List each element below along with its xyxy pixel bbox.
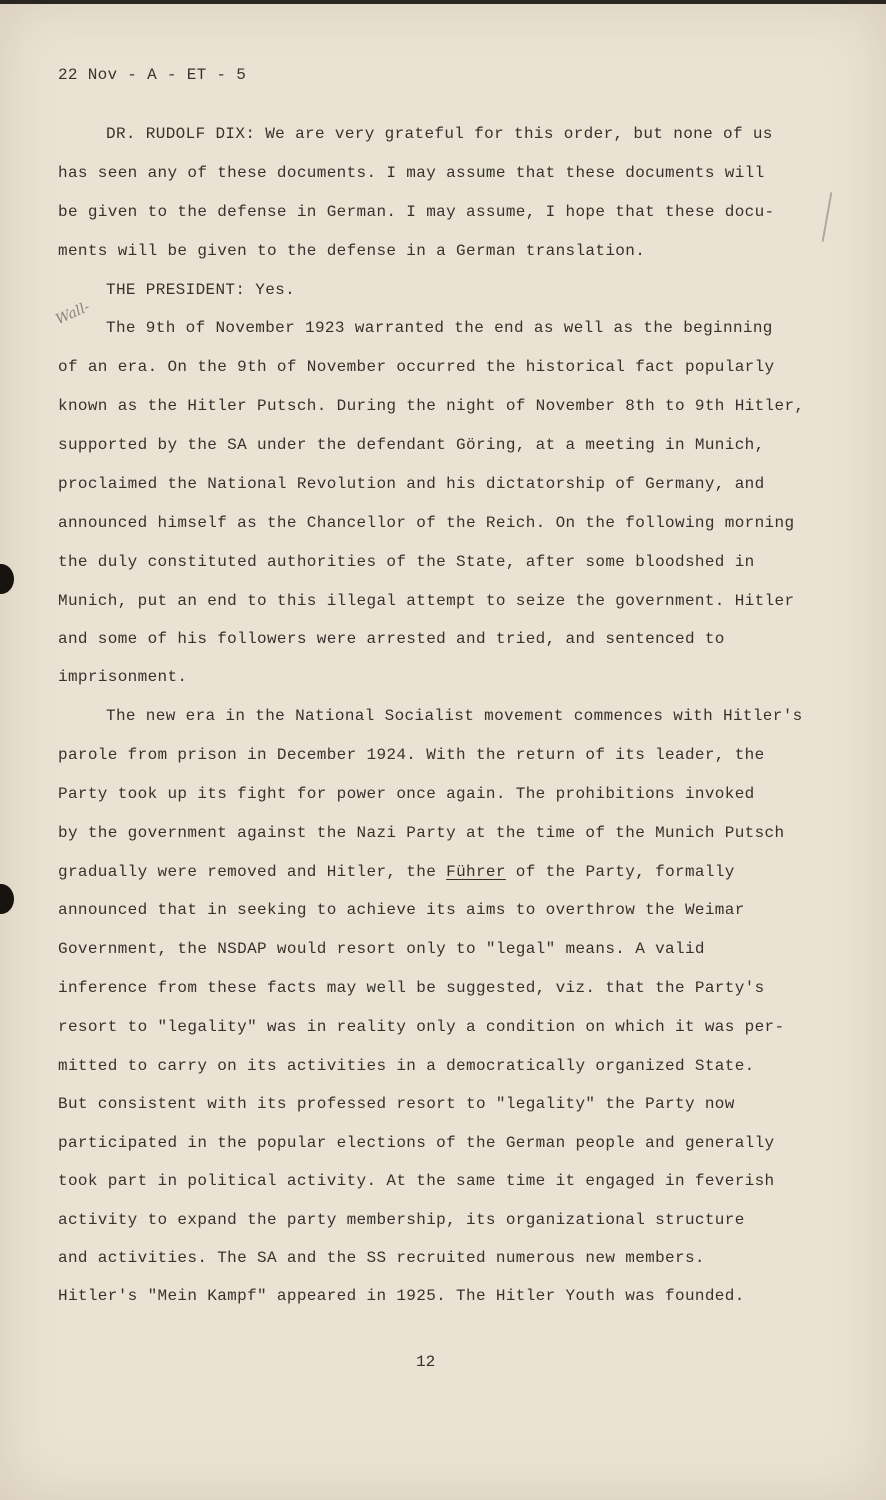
page-top-edge — [0, 0, 886, 4]
text-line — [58, 862, 735, 882]
handwritten-margin-note: Wall- — [53, 299, 93, 328]
text-line: and some of his followers were arrested and tried, and sentenced to — [58, 630, 725, 648]
text-line: proclaimed the National Revolution and his dictatorship of Germany, and — [58, 475, 765, 493]
text-line: DR. RUDOLF DIX: We are very grateful for this order, but none of us — [106, 125, 773, 143]
text-line: The new era in the National Socialist movement commences with Hitler's — [106, 707, 803, 725]
margin-pencil-mark — [822, 192, 833, 242]
text-line: Munich, put an end to this illegal attempt to seize the government. Hitler — [58, 592, 795, 610]
text-line: inference from these facts may well be suggested, viz. that the Party's — [58, 979, 765, 997]
text-line: has seen any of these documents. I may assume that these documents will — [58, 164, 765, 182]
text-line: announced himself as the Chancellor of the Reich. On the following morning — [58, 514, 795, 532]
text-segment: gradually were removed and Hitler, the — [58, 863, 447, 881]
text-line: supported by the SA under the defendant Göring, at a meeting in Munich, — [58, 436, 765, 454]
underlined-word: Führer — [446, 863, 506, 881]
text-line: participated in the popular elections of the German people and generally — [58, 1134, 775, 1152]
text-line: imprisonment. — [58, 668, 188, 686]
text-line: Hitler's "Mein Kampf" appeared in 1925. The Hitler Youth was founded. — [58, 1287, 745, 1305]
text-line: Government, the NSDAP would resort only to "legal" means. A valid — [58, 940, 705, 958]
text-line: But consistent with its professed resort to "legality" the Party now — [58, 1095, 735, 1113]
punch-hole — [0, 564, 14, 594]
text-line: mitted to carry on its activities in a democratically organized State. — [58, 1057, 755, 1075]
text-line: the duly constituted authorities of the State, after some bloodshed in — [58, 553, 755, 571]
text-line: be given to the defense in German. I may assume, I hope that these docu- — [58, 203, 775, 221]
text-line: ments will be given to the defense in a German translation. — [58, 242, 646, 260]
text-line: resort to "legality" was in reality only a condition on which it was per- — [58, 1018, 785, 1036]
text-line: parole from prison in December 1924. With the return of its leader, the — [58, 746, 765, 764]
text-line: THE PRESIDENT: Yes. — [106, 281, 296, 299]
text-line: known as the Hitler Putsch. During the night of November 8th to 9th Hitler, — [58, 397, 805, 415]
text-line: and activities. The SA and the SS recruited numerous new members. — [58, 1249, 705, 1267]
text-line: by the government against the Nazi Party at the time of the Munich Putsch — [58, 824, 785, 842]
text-line: The 9th of November 1923 warranted the end as well as the beginning — [106, 319, 773, 337]
text-segment: of the Party, formally — [505, 863, 735, 881]
document-header: 22 Nov - A - ET - 5 — [58, 66, 247, 84]
text-line: announced that in seeking to achieve its aims to overthrow the Weimar — [58, 901, 745, 919]
page-number: 12 — [416, 1353, 436, 1371]
text-line: activity to expand the party membership, its organizational structure — [58, 1211, 745, 1229]
punch-hole — [0, 884, 14, 914]
text-line: of an era. On the 9th of November occurred the historical fact popularly — [58, 358, 775, 376]
text-line: Party took up its fight for power once again. The prohibitions invoked — [58, 785, 755, 803]
text-line: took part in political activity. At the same time it engaged in feverish — [58, 1172, 775, 1190]
